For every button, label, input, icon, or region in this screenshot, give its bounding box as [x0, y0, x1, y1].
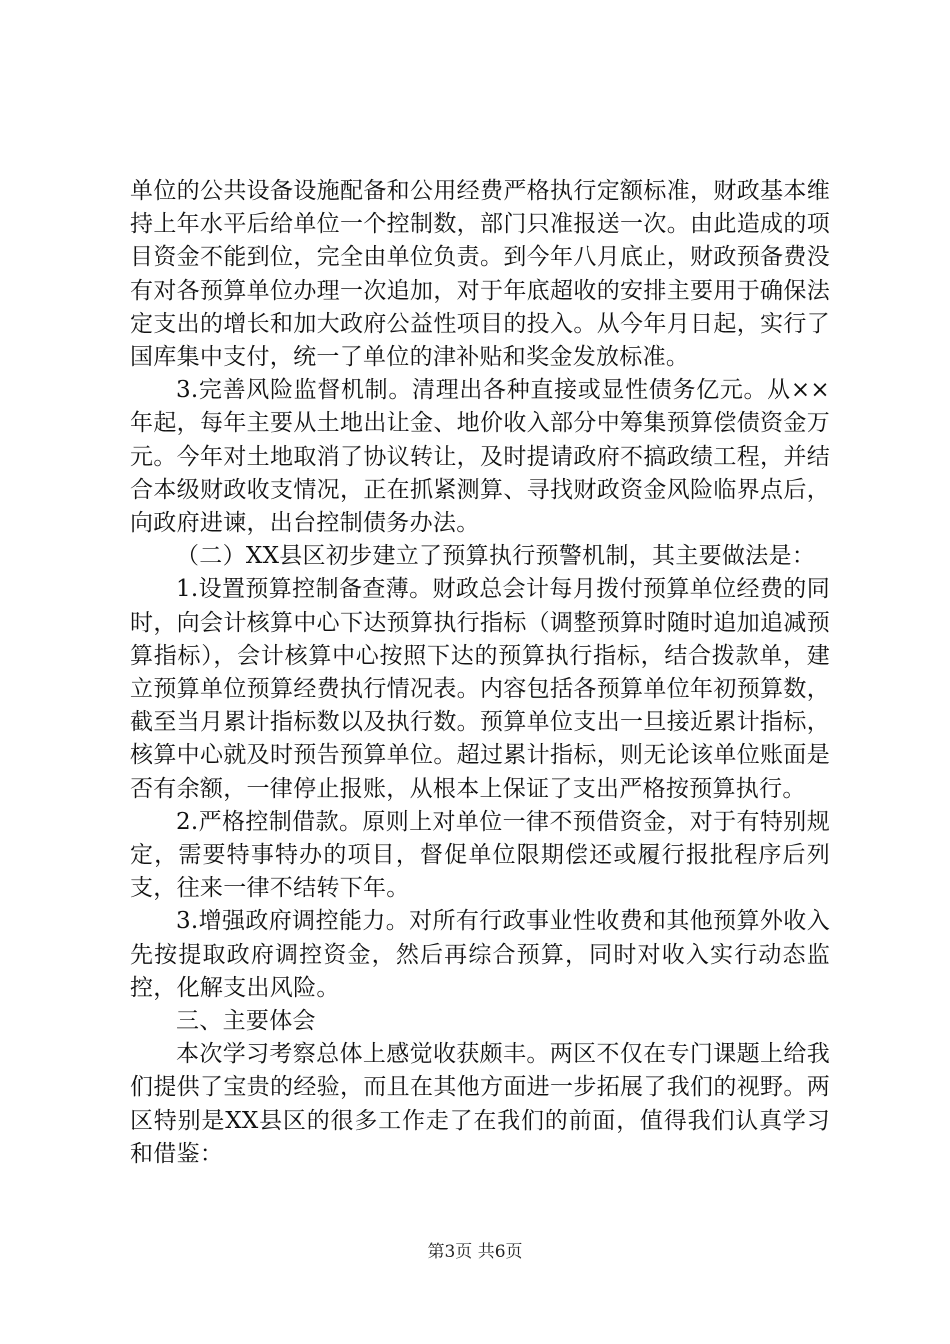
section-heading-main-experience: 三、主要体会 — [176, 1008, 316, 1035]
document-body — [130, 175, 830, 1171]
paragraph-warning-mechanism-heading: （二）XX县区初步建立了预算执行预警机制，其主要做法是： — [176, 543, 816, 570]
paragraph-control-ledger: 1.设置预算控制备查薄。财政总会计每月拨付预算单位经费的同时，向会计核算中心下达预算执行指标（调整预算时随时追加追减预算指标），会计核算中心按照下达的预算执行指标，结合拨款单，建立预算单位预算经费执行情况表。内容包括各预算单位年初预算数，截至当月累计指标数以及执行数。预算单位支出一旦接近累计指标，核算中心就及时预告预算单位。超过累计指标，则无论该单位账面是否有余额，一律停止报账，从根本上保证了支出严格按预算执行。 — [130, 576, 830, 802]
paragraph-study-summary: 本次学习考察总体上感觉收获颇丰。两区不仅在专门课题上给我们提供了宝贵的经验，而且在其他方面进一步拓展了我们的视野。两区特别是XX县区的很多工作走了在我们的前面，值得我们认真学习和借鉴： — [130, 1041, 830, 1167]
paragraph-loan-control: 2.严格控制借款。原则上对单位一律不预借资金，对于有特别规定，需要特事特办的项目，督促单位限期偿还或履行报批程序后列支，往来一律不结转下年。 — [130, 808, 830, 902]
page-number-footer: 第3页 共6页 — [427, 1242, 523, 1262]
paragraph-budget-standards: 单位的公共设备设施配备和公用经费严格执行定额标准，财政基本维持上年水平后给单位一个控制数，部门只准报送一次。由此造成的项目资金不能到位，完全由单位负责。到今年八月底止，财政预备费没有对各预算单位办理一次追加，对于年底超收的安排主要用于确保法定支出的增长和加大政府公益性项目的投入。从今年月日起，实行了国库集中支付，统一了单位的津补贴和奖金发放标准。 — [130, 178, 830, 371]
paragraph-risk-supervision: 3.完善风险监督机制。清理出各种直接或显性债务亿元。从××年起，每年主要从土地出让金、地价收入部分中筹集预算偿债资金万元。今年对土地取消了协议转让，及时提请政府不搞政绩工程，并结合本级财政收支情况，正在抓紧测算、寻找财政资金风险临界点后，向政府进谏，出台控制债务办法。 — [130, 377, 830, 537]
paragraph-government-regulation: 3.增强政府调控能力。对所有行政事业性收费和其他预算外收入先按提取政府调控资金，然后再综合预算，同时对收入实行动态监控，化解支出风险。 — [130, 908, 830, 1001]
